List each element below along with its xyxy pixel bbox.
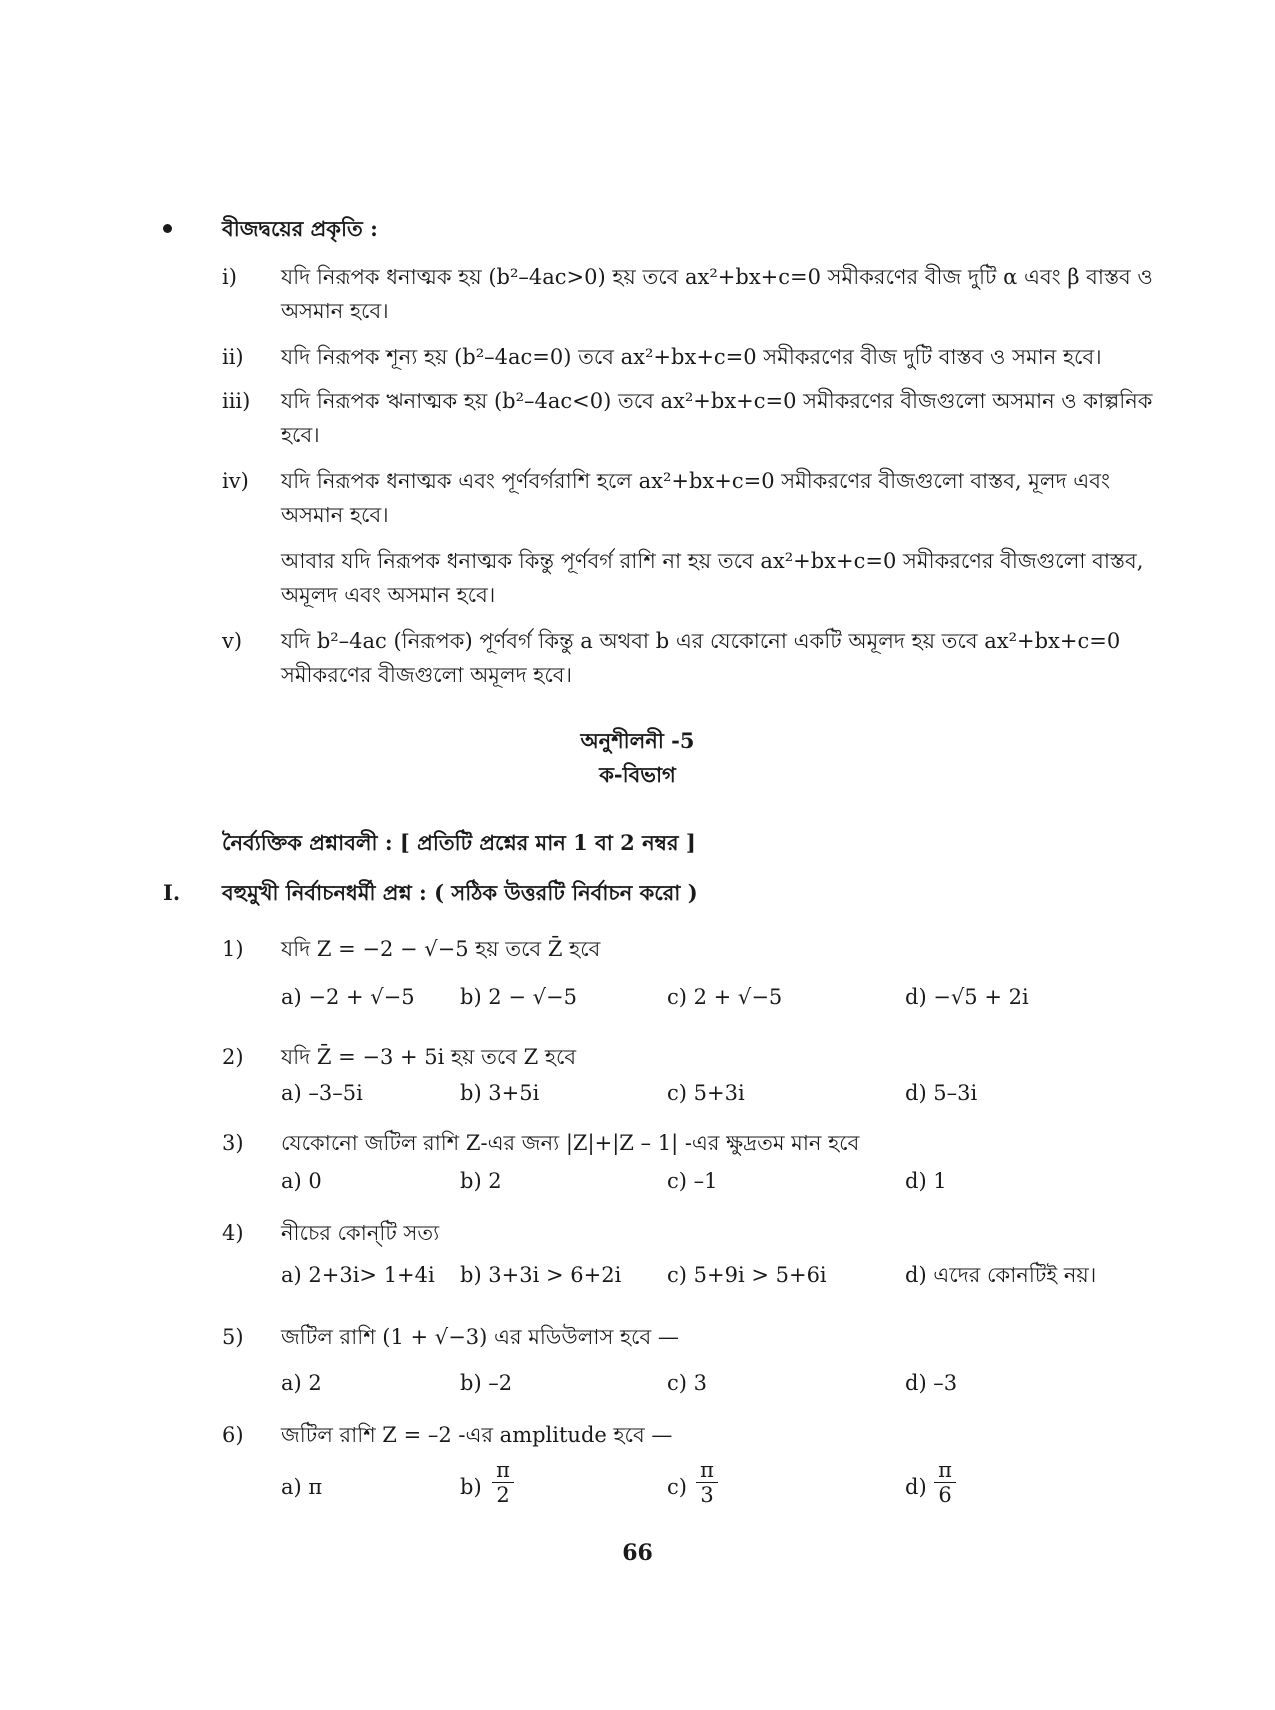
question-number: 3) (222, 1131, 244, 1155)
nature-item-label: iii) (222, 389, 251, 413)
objective-heading: নৈর্ব্যক্তিক প্রশ্নাবলী : [ প্রতিটি প্রশ্নের মান 1 বা 2 নম্বর ] (222, 830, 696, 855)
mcq-label: I. (163, 880, 181, 905)
fraction-c (694, 1458, 720, 1507)
nature-item-text: যদি নিরূপক ধনাত্মক এবং পূর্ণবর্গরাশি হলে ax²+bx+c=0 সমীকরণের বীজগুলো বাস্তব, মূলদ এবং অসমান হবে। (281, 469, 1110, 527)
question-number: 5) (222, 1325, 244, 1349)
fraction-numerator: π (938, 1458, 952, 1482)
question-text: যদি Z = −2 − √−5 হয় তবে Z̄ হবে (281, 937, 601, 961)
nature-item-text: যদি নিরূপক ঋনাত্মক হয় (b²–4ac<0) তবে ax²+bx+c=0 সমীকরণের বীজগুলো অসমান ও কাল্পনিক হবে। (281, 389, 1153, 447)
fraction-denominator: 2 (496, 1483, 510, 1507)
nature-heading: বীজদ্বয়ের প্রকৃতি : (222, 216, 378, 241)
question-text: জটিল রাশি Z = –2 -এর amplitude হবে — (281, 1423, 673, 1447)
fraction-b (490, 1458, 516, 1507)
option-d: d) (905, 1475, 927, 1499)
fraction-denominator: 3 (700, 1483, 714, 1507)
option-d: d) −√5 + 2i (905, 985, 1029, 1009)
option-d: d) 1 (905, 1169, 947, 1193)
option-d: d) 5–3i (905, 1081, 978, 1105)
exercise-title: অনুশীলনী -5 (580, 728, 695, 753)
nature-item-label: iv) (222, 469, 249, 493)
option-c: c) 2 + √−5 (667, 985, 783, 1009)
question-text: যদি Z̄ = −3 + 5i হয় তবে Z হবে (281, 1045, 577, 1069)
option-b: b) 2 (460, 1169, 502, 1193)
fraction-numerator: π (700, 1458, 714, 1482)
nature-item-text: যদি নিরূপক ধনাত্মক হয় (b²–4ac>0) হয় তবে ax²+bx+c=0 সমীকরণের বীজ দুটি α এবং β বাস্তব ও অসমান হবে। (281, 265, 1153, 323)
option-a: a) –3–5i (281, 1081, 363, 1105)
nature-item-label: i) (222, 265, 237, 289)
option-b: b) 3+3i > 6+2i (460, 1263, 622, 1287)
fraction-numerator: π (496, 1458, 510, 1482)
option-a: a) 0 (281, 1169, 322, 1193)
option-a: a) 2+3i> 1+4i (281, 1263, 435, 1287)
exercise-section: ক-বিভাগ (599, 762, 676, 787)
option-d: d) এদের কোনটিই নয়। (905, 1263, 1097, 1287)
option-b: b) 3+5i (460, 1081, 540, 1105)
mcq-heading: বহুমুখী নির্বাচনধর্মী প্রশ্ন : ( সঠিক উত্তরটি নির্বাচন করো ) (222, 880, 698, 905)
option-b: b) –2 (460, 1371, 513, 1395)
question-number: 6) (222, 1423, 244, 1447)
nature-item-label: v) (222, 629, 243, 653)
nature-item-label: ii) (222, 345, 244, 369)
question-text: জটিল রাশি (1 + √−3) এর মডিউলাস হবে — (281, 1325, 679, 1349)
option-a: a) 2 (281, 1371, 322, 1395)
question-text: যেকোনো জটিল রাশি Z-এর জন্য |Z|+|Z – 1| -এর ক্ষুদ্রতম মান হবে (281, 1131, 860, 1155)
option-c: c) 3 (667, 1371, 707, 1395)
fraction-d (932, 1458, 958, 1507)
option-b: b) 2 − √−5 (460, 985, 577, 1009)
option-a: a) π (281, 1475, 323, 1499)
option-a: a) −2 + √−5 (281, 985, 415, 1009)
question-number: 1) (222, 937, 244, 961)
question-number: 2) (222, 1045, 244, 1069)
option-c: c) 5+3i (667, 1081, 745, 1105)
nature-item-text: যদি b²–4ac (নিরূপক) পূর্ণবর্গ কিন্তু a অথবা b এর যেকোনো একটি অমূলদ হয় তবে ax²+bx+c=0 সমীকরণের বীজগুলো অমূলদ হবে। (281, 629, 1121, 687)
bullet-dot (163, 224, 172, 233)
nature-item-text: আবার যদি নিরূপক ধনাত্মক কিন্তু পূর্ণবর্গ রাশি না হয় তবে ax²+bx+c=0 সমীকরণের বীজগুলো বাস্তব, অমূলদ এবং অসমান হবে। (281, 549, 1144, 607)
option-c: c) –1 (667, 1169, 718, 1193)
question-number: 4) (222, 1221, 244, 1245)
page-number: 66 (622, 1540, 653, 1566)
option-b: b) (460, 1475, 482, 1499)
question-text: নীচের কোন্‌টি সত্য (281, 1221, 440, 1245)
fraction-denominator: 6 (938, 1483, 952, 1507)
option-c: c) 5+9i > 5+6i (667, 1263, 827, 1287)
nature-item-text: যদি নিরূপক শূন্য হয় (b²–4ac=0) তবে ax²+bx+c=0 সমীকরণের বীজ দুটি বাস্তব ও সমান হবে। (281, 345, 1102, 369)
option-c: c) (667, 1475, 687, 1499)
option-d: d) –3 (905, 1371, 958, 1395)
